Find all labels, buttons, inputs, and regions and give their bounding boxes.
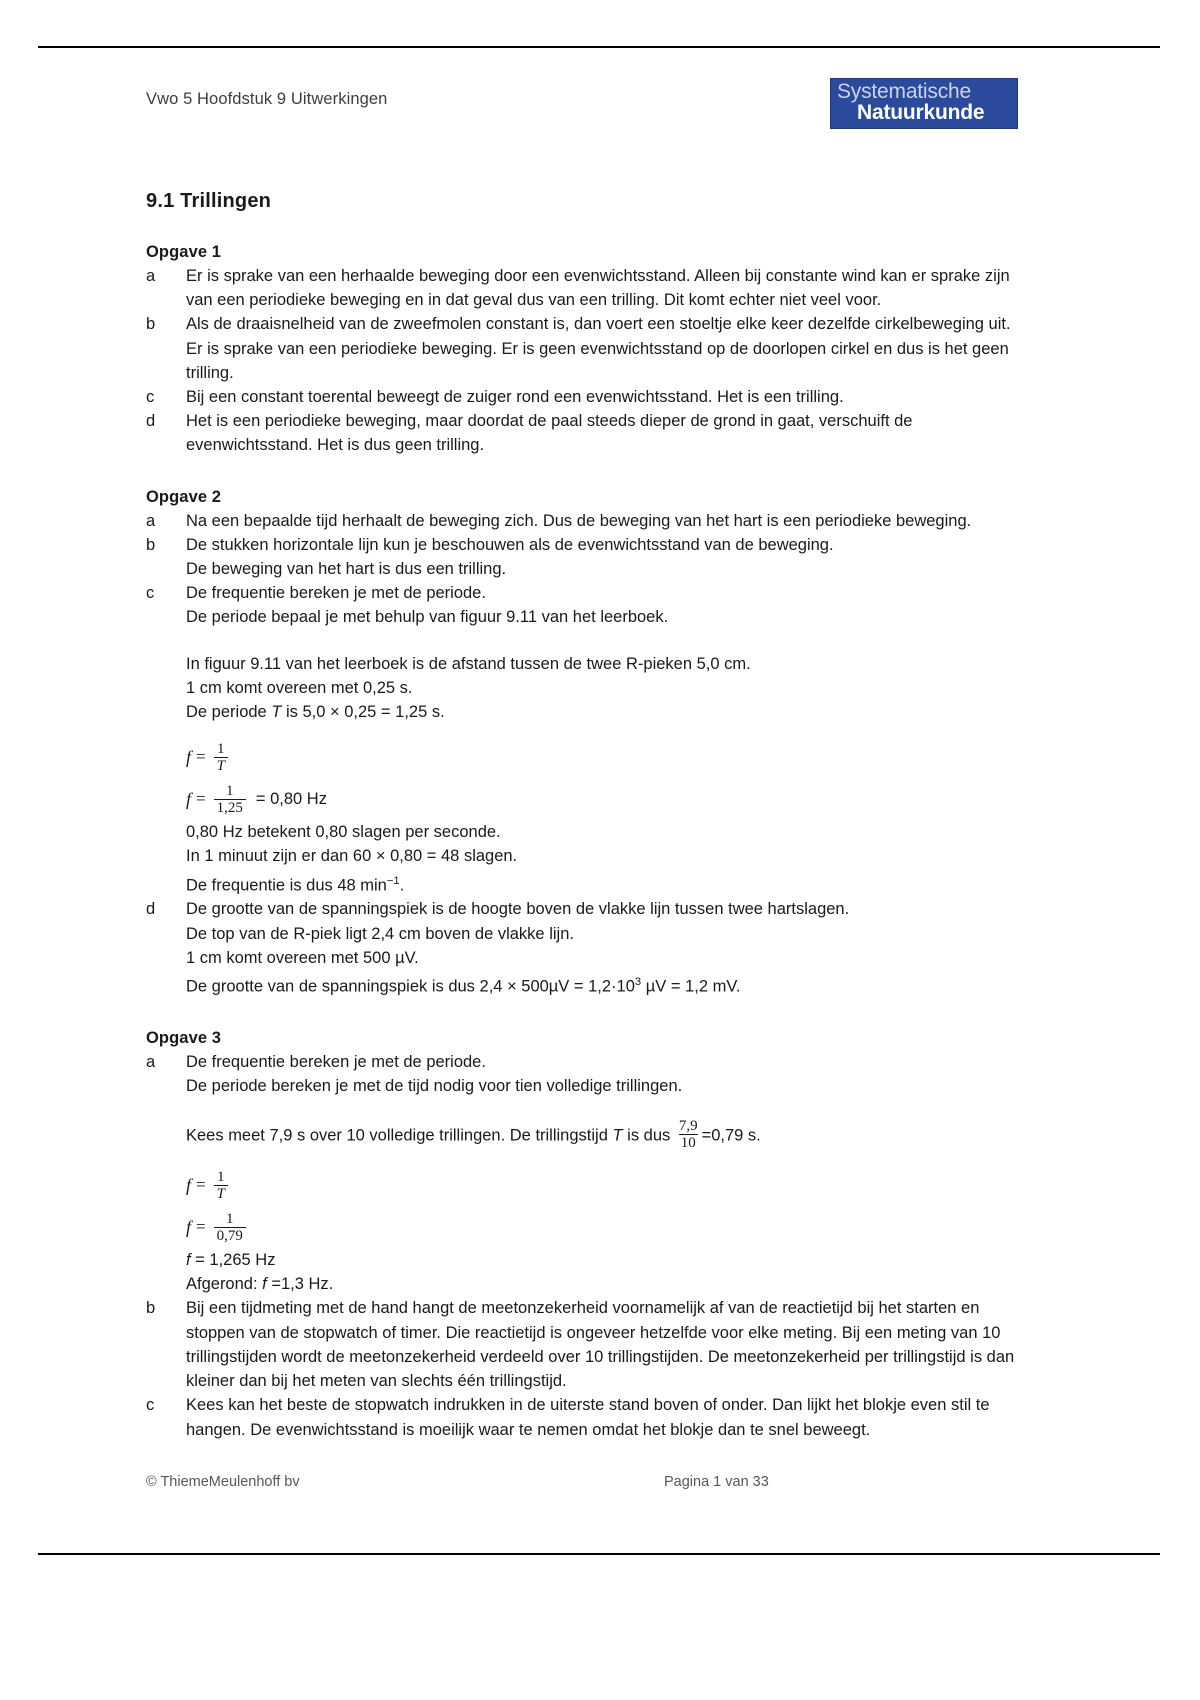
- item-text: Kees kan het beste de stopwatch indrukken in de uiterste stand boven of onder. Dan lijkt het blokje even stil te hangen. De evenwichtsstand is moeilijk waar te nemen omdat het blokje dan te snel beweegt.: [186, 1396, 990, 1439]
- item-text: [186, 1050, 1018, 1098]
- item-letter: b: [146, 1299, 156, 1318]
- opgave-3a-result: [186, 1248, 1018, 1296]
- formula-f-equals-one-over-1-25: [186, 778, 1018, 820]
- item-letter: a: [146, 511, 156, 530]
- opgave-3-heading: Opgave 3: [146, 1028, 222, 1047]
- opgave-3-item-b: [146, 1296, 1018, 1393]
- opgave-1-heading: Opgave 1: [146, 243, 222, 261]
- spacer: [146, 1152, 1018, 1164]
- brand-logo: [830, 78, 1018, 129]
- fraction-denominator: 1,25: [214, 799, 246, 816]
- item-text: [186, 533, 1018, 581]
- rounded-value: =1,3 Hz.: [266, 1275, 334, 1294]
- period-symbol: T: [271, 703, 282, 722]
- fraction: [214, 1211, 246, 1244]
- item-line-1: De frequentie bereken je met de periode.: [186, 584, 486, 603]
- opgave-3-item-a: [146, 1050, 1018, 1098]
- opgave-2-item-a: [146, 509, 1018, 533]
- fraction-denominator: 0,79: [214, 1227, 246, 1244]
- opgave-1-item-c: [146, 385, 1018, 409]
- formula-lhs: f: [186, 746, 192, 767]
- period-label: De periode: [186, 703, 272, 722]
- formula-3a-f-equals-one-over-T: [186, 1164, 1018, 1206]
- item-letter: d: [146, 412, 156, 431]
- formula-equals: =: [196, 1175, 206, 1195]
- item-text: Als de draaisnelheid van de zweefmolen constant is, dan voert een stoeltje elke keer dezelfde cirkelbeweging uit. Er is sprake van een periodieke beweging. Er is geen evenwichtsstand op de doorlopen cirkel en dus is het geen trilling.: [186, 315, 1011, 382]
- spanningspiek-result: µV = 1,2 mV.: [641, 977, 741, 996]
- fraction-denominator: T: [214, 757, 228, 774]
- item-text: [186, 897, 1018, 998]
- frequency-symbol: f: [186, 1251, 191, 1270]
- item-line-2: De periode bepaal je met behulp van figuur 9.11 van het leerboek.: [186, 608, 669, 627]
- opgave-1-item-b: [146, 312, 1018, 385]
- item-line-4: [186, 970, 1018, 999]
- formula-equals: =: [196, 1217, 206, 1237]
- logo-line-natuurkunde: Natuurkunde: [857, 101, 985, 125]
- spanningspiek-text: De grootte van de spanningspiek is dus 2,4 × 500µV = 1,2·10: [186, 977, 635, 996]
- page-header: [146, 78, 1018, 140]
- fraction-numerator: 7,9: [678, 1118, 698, 1135]
- explanation-line-1: In figuur 9.11 van het leerboek is de afstand tussen de twee R-pieken 5,0 cm.: [186, 654, 751, 673]
- measurement-line: [186, 1120, 1018, 1152]
- item-letter: c: [146, 388, 155, 407]
- formula-equals: =: [196, 789, 206, 809]
- page-content: [146, 78, 1018, 1442]
- opgave-3-item-c: [146, 1393, 1018, 1441]
- formula-3a-f-equals-one-over-0-79: [186, 1206, 1018, 1248]
- period-symbol: T: [612, 1126, 623, 1145]
- frequency-symbol: f: [262, 1275, 267, 1294]
- result-line-2: [186, 1272, 1018, 1296]
- fraction-denominator: T: [214, 1185, 228, 1202]
- conclusion-line-1: 0,80 Hz betekent 0,80 slagen per seconde.: [186, 823, 501, 842]
- item-line-1: De grootte van de spanningspiek is de hoogte boven de vlakke lijn tussen twee hartslagen.: [186, 900, 850, 919]
- item-line-3: 1 cm komt overeen met 500 µV.: [186, 948, 419, 967]
- fraction-numerator: 1: [217, 740, 225, 757]
- item-line-2: De top van de R-piek ligt 2,4 cm boven de vlakke lijn.: [186, 924, 574, 943]
- fraction: [677, 1119, 700, 1151]
- item-text: [186, 581, 1018, 629]
- item-text: Het is een periodieke beweging, maar doordat de paal steeds dieper de grond in gaat, verschuift de evenwichtsstand. Het is dus geen trilling.: [186, 412, 913, 455]
- formula-equals: =: [196, 747, 206, 767]
- section-heading: 9.1 Trillingen: [146, 190, 272, 212]
- formula-result: = 0,80 Hz: [255, 789, 327, 808]
- formula-lhs: f: [186, 788, 192, 809]
- page-bottom-rule: [38, 1553, 1160, 1555]
- explanation-line-2: 1 cm komt overeen met 0,25 s.: [186, 678, 413, 697]
- fraction-numerator: 1: [225, 1210, 234, 1227]
- opgave-3a-measurement: [186, 1120, 1018, 1152]
- item-text: Na een bepaalde tijd herhaalt de beweging zich. Dus de beweging van het hart is een periodieke beweging.: [186, 511, 972, 530]
- item-line-2: De periode bereken je met de tijd nodig voor tien volledige trillingen.: [186, 1076, 683, 1095]
- opgave-2-item-d: [146, 897, 1018, 998]
- item-text: Er is sprake van een herhaalde beweging door een evenwichtsstand. Alleen bij constante wind kan er sprake zijn van een periodieke beweging en in dat geval dus van een trilling. Dit komt echter niet veel voor.: [186, 267, 1010, 310]
- item-letter: a: [146, 1052, 156, 1071]
- page-number: Pagina 1 van 33: [664, 1474, 769, 1490]
- opgave-2c-conclusion: [186, 820, 1018, 897]
- opgave-2-item-c: [146, 581, 1018, 629]
- formula-lhs: f: [186, 1174, 192, 1195]
- exponent: −1: [386, 874, 400, 887]
- period-value: is 5,0 × 0,25 = 1,25 s.: [281, 703, 445, 722]
- item-letter: c: [146, 1396, 155, 1415]
- opgave-2-item-b: [146, 533, 1018, 581]
- rounded-label: Afgerond:: [186, 1275, 263, 1294]
- opgave-2-heading: Opgave 2: [146, 487, 222, 506]
- opgave-2c-explanation: [186, 652, 1018, 725]
- page-top-rule: [38, 46, 1160, 48]
- logo-line-systematische: Systematische: [837, 80, 971, 103]
- opgave-1-item-d: [146, 409, 1018, 457]
- item-letter: d: [146, 900, 156, 919]
- item-text: Bij een tijdmeting met de hand hangt de meetonzekerheid voornamelijk af van de reactietijd bij het starten en stoppen van de stopwatch of timer. Die reactietijd is ongeveer hetzelfde voor elke meting. Bij een meting van 10 trillingstijden wordt de meetonzekerheid verdeeld over 10 trillingstijden. De meetonzekerheid per trillingstijd is dan kleiner dan bij het meten van slechts één trillingstijd.: [186, 1299, 1015, 1391]
- result-line-1: [186, 1248, 1018, 1272]
- item-letter: b: [146, 315, 156, 334]
- item-line-1: De frequentie bereken je met de periode.: [186, 1052, 486, 1071]
- fraction-numerator: 1: [217, 1168, 225, 1185]
- spacer: [146, 1098, 1018, 1120]
- item-text: Bij een constant toerental beweegt de zuiger rond een evenwichtsstand. Het is een trilling.: [186, 388, 844, 407]
- frequency-value: = 1,265 Hz: [190, 1251, 276, 1270]
- fraction: [214, 741, 228, 774]
- item-line-2: De beweging van het hart is dus een trilling.: [186, 560, 507, 579]
- spacer: [146, 630, 1018, 652]
- item-letter: c: [146, 584, 155, 603]
- copyright-notice: © ThiemeMeulenhoff bv: [146, 1474, 300, 1490]
- formula-lhs: f: [186, 1216, 192, 1237]
- fraction-numerator: 1: [225, 782, 234, 799]
- document-title: Vwo 5 Hoofdstuk 9 Uitwerkingen: [146, 90, 388, 108]
- spacer: [146, 724, 1018, 736]
- opgave-1-item-a: [146, 264, 1018, 312]
- explanation-line-3: [186, 700, 1018, 724]
- measurement-text: Kees meet 7,9 s over 10 volledige trillingen. De trillingstijd: [186, 1126, 613, 1145]
- period-mark: .: [399, 876, 405, 895]
- formula-f-equals-one-over-T: [186, 736, 1018, 778]
- frequency-text: De frequentie is dus 48 min: [186, 876, 387, 895]
- measurement-result: =0,79 s.: [701, 1126, 761, 1145]
- item-letter: b: [146, 535, 156, 554]
- exponent: 3: [634, 975, 642, 988]
- item-line-1: De stukken horizontale lijn kun je beschouwen als de evenwichtsstand van de beweging.: [186, 535, 834, 554]
- fraction: [214, 1169, 228, 1202]
- fraction: [214, 783, 246, 816]
- fraction-denominator: 10: [680, 1135, 696, 1152]
- conclusion-line-3: [186, 869, 1018, 898]
- conclusion-line-2: In 1 minuut zijn er dan 60 × 0,80 = 48 slagen.: [186, 847, 518, 866]
- item-letter: a: [146, 267, 156, 285]
- measurement-mid: is dus: [622, 1126, 675, 1145]
